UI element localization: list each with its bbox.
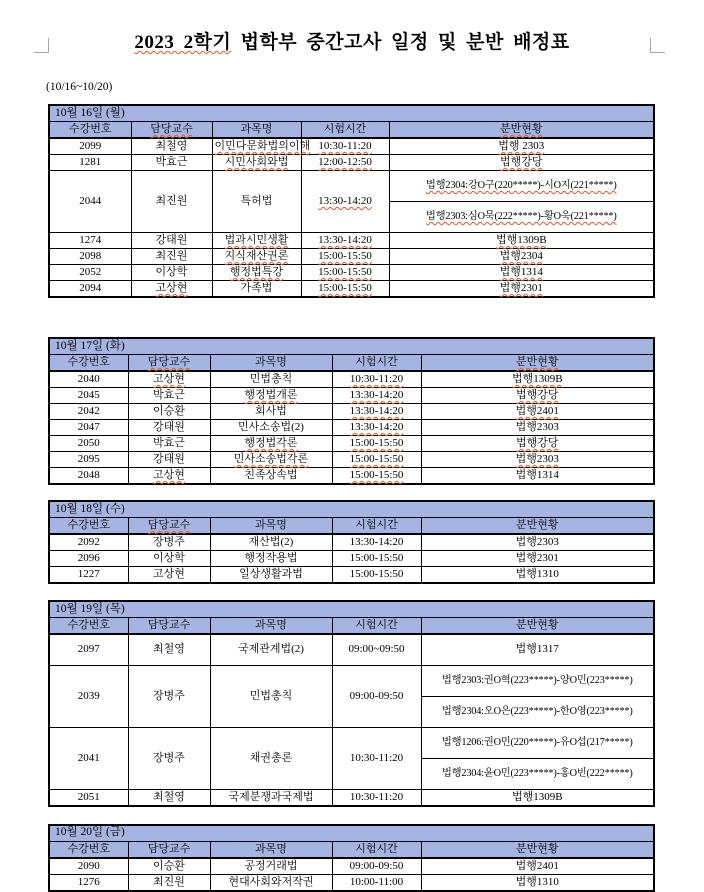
- column-header-section-status: 분반현황: [421, 841, 654, 858]
- table-row: [49, 567, 654, 584]
- cell-professor: 강태원: [128, 452, 210, 468]
- column-header-subject: 과목명: [210, 618, 332, 635]
- table-row: [49, 727, 654, 758]
- cell-course-no: 2041: [49, 727, 128, 789]
- cell-course-no: 2039: [49, 665, 128, 727]
- column-header-professor: 담당교수: [128, 355, 210, 372]
- cell-subject: 시민사회와법: [212, 155, 301, 171]
- cell-professor: 강태원: [131, 233, 212, 249]
- table-date-header: 10월 18일 (수): [49, 501, 654, 518]
- cell-subject: 행정법각론: [210, 436, 332, 452]
- cell-professor: 장병주: [128, 727, 210, 789]
- cell-course-no: 2045: [49, 388, 128, 404]
- column-header-exam-time: 시험시간: [332, 518, 421, 535]
- table-row: [49, 436, 654, 452]
- cell-professor: 고상현: [131, 281, 212, 298]
- cell-professor: 박효근: [131, 155, 212, 171]
- cell-section-status: 법행1310: [421, 567, 654, 584]
- cell-section-status: 법행강당: [421, 436, 654, 452]
- column-header-professor: 담당교수: [128, 841, 210, 858]
- table-row: [49, 551, 654, 567]
- cell-professor: 박효근: [128, 436, 210, 452]
- exam-schedule-table: [48, 337, 655, 485]
- cell-subject: 특허법: [212, 171, 301, 233]
- cell-exam-time: 15:00-15:50: [332, 452, 421, 468]
- column-header-subject: 과목명: [212, 122, 301, 139]
- table-row: [49, 233, 654, 249]
- table-row: [49, 281, 654, 298]
- cell-exam-time: 13:30-14:20: [332, 388, 421, 404]
- table-row: [49, 171, 654, 202]
- cell-professor: 장병주: [128, 534, 210, 551]
- cell-subject: 공정거래법: [210, 858, 332, 875]
- cell-section-status: 법행2303: [421, 452, 654, 468]
- cell-course-no: 2052: [49, 265, 131, 281]
- column-header-course-no: 수강번호: [49, 122, 131, 139]
- exam-schedule-table: [48, 824, 655, 892]
- cell-professor: 박효근: [128, 388, 210, 404]
- table-row: [49, 858, 654, 875]
- title-rest-part: 법학부 중간고사 일정 및 분반 배정표: [231, 32, 570, 53]
- cell-professor: 고상현: [128, 567, 210, 584]
- column-header-exam-time: 시험시간: [332, 841, 421, 858]
- table-row: [49, 338, 654, 355]
- cell-professor: 이상학: [131, 265, 212, 281]
- cell-subject: 민법총칙: [210, 371, 332, 388]
- cell-professor: 강태원: [128, 420, 210, 436]
- cell-section-split: 법행2304:윤O민(223*****)-홍O빈(222*****): [421, 758, 654, 789]
- cell-subject: 현대사회와저작권: [210, 874, 332, 891]
- cell-section-status: 법행2303: [421, 534, 654, 551]
- cell-section-split: 법행2304:강O구(220*****)-시O지(221*****): [389, 171, 654, 202]
- cell-subject: 재산법(2): [210, 534, 332, 551]
- title-spellcheck-part: 2023 2학기: [134, 32, 232, 53]
- table-row: [49, 601, 654, 618]
- cell-professor: 최철영: [128, 634, 210, 665]
- table-row: [49, 789, 654, 806]
- exam-day-block: [48, 600, 655, 807]
- cell-course-no: 2099: [49, 138, 131, 155]
- column-header-subject: 과목명: [210, 355, 332, 372]
- cell-course-no: 2047: [49, 420, 128, 436]
- table-row: [49, 388, 654, 404]
- cell-section-status: 법행2304: [389, 249, 654, 265]
- cell-exam-time: 12:00-12:50: [301, 155, 389, 171]
- table-row: [49, 122, 654, 139]
- cell-section-split: 법행2303:권O혁(223*****)-양O민(223*****): [421, 665, 654, 696]
- cell-exam-time: 10:30-11:20: [332, 789, 421, 806]
- cell-subject: 민사소송법각론: [210, 452, 332, 468]
- table-row: [49, 452, 654, 468]
- cell-course-no: 2042: [49, 404, 128, 420]
- cell-course-no: 1276: [49, 874, 128, 891]
- table-row: [49, 355, 654, 372]
- cell-section-status: 법행강당: [421, 388, 654, 404]
- cell-subject: 민법총칙: [210, 665, 332, 727]
- cell-professor: 장병주: [128, 665, 210, 727]
- cell-course-no: 2098: [49, 249, 131, 265]
- cell-section-split: 법행2304:오O은(223*****)-한O영(223*****): [421, 696, 654, 727]
- cell-exam-time: 10:30-11:20: [301, 138, 389, 155]
- exam-schedule-table: [48, 104, 655, 298]
- table-row: [49, 249, 654, 265]
- cell-section-split: 법행2303:심O묵(222*****)-황O욱(221*****): [389, 202, 654, 233]
- cell-exam-time: 15:00-15:50: [332, 468, 421, 485]
- page-title: [0, 0, 704, 54]
- column-header-course-no: 수강번호: [49, 518, 128, 535]
- column-header-section-status: 분반현황: [421, 355, 654, 372]
- table-date-header: 10월 17일 (화): [49, 338, 654, 355]
- table-row: [49, 501, 654, 518]
- cell-course-no: 2040: [49, 371, 128, 388]
- cell-subject: 친족상속법: [210, 468, 332, 485]
- cell-exam-time: 09:00~09:50: [332, 634, 421, 665]
- cell-subject: 법과시민생활: [212, 233, 301, 249]
- cell-section-status: 법행1314: [421, 468, 654, 485]
- cell-professor: 최철영: [131, 138, 212, 155]
- column-header-exam-time: 시험시간: [301, 122, 389, 139]
- cell-course-no: 2096: [49, 551, 128, 567]
- cell-course-no: 2095: [49, 452, 128, 468]
- cell-course-no: 1274: [49, 233, 131, 249]
- cell-section-status: 법행2301: [389, 281, 654, 298]
- cell-subject: 행정작용법: [210, 551, 332, 567]
- column-header-section-status: 분반현황: [421, 518, 654, 535]
- date-range: (10/16~10/20): [46, 81, 113, 93]
- cell-professor: 최진원: [131, 171, 212, 233]
- table-date-header: 10월 19일 (목): [49, 601, 654, 618]
- cell-exam-time: 15:00-15:50: [301, 281, 389, 298]
- cell-section-status: 법행1317: [421, 634, 654, 665]
- cell-course-no: 1281: [49, 155, 131, 171]
- cell-exam-time: 15:00-15:50: [332, 567, 421, 584]
- cell-subject: 이민다문화법의이해: [212, 138, 301, 155]
- cell-subject: 지식재산권론: [212, 249, 301, 265]
- column-header-exam-time: 시험시간: [332, 355, 421, 372]
- column-header-professor: 담당교수: [128, 618, 210, 635]
- cell-subject: 국제분쟁과국제법: [210, 789, 332, 806]
- column-header-course-no: 수강번호: [49, 841, 128, 858]
- table-row: [49, 265, 654, 281]
- exam-day-block: [48, 104, 655, 298]
- cell-section-status: 법행 2303: [389, 138, 654, 155]
- cell-subject: 회사법: [210, 404, 332, 420]
- table-row: [49, 665, 654, 696]
- exam-day-block: [48, 337, 655, 485]
- cell-section-status: 법행1314: [389, 265, 654, 281]
- column-header-section-status: 분반현황: [389, 122, 654, 139]
- cell-professor: 최진원: [131, 249, 212, 265]
- cell-section-status: 법행강당: [389, 155, 654, 171]
- cell-course-no: 2092: [49, 534, 128, 551]
- cell-exam-time: 15:00-15:50: [301, 265, 389, 281]
- cell-subject: 일상생활과법: [210, 567, 332, 584]
- table-row: [49, 534, 654, 551]
- cell-section-status: 법행1310: [421, 874, 654, 891]
- cell-subject: 행정법개론: [210, 388, 332, 404]
- table-row: [49, 874, 654, 891]
- table-row: [49, 634, 654, 665]
- exam-schedule-table: [48, 500, 655, 584]
- cell-section-status: 법행1309B: [389, 233, 654, 249]
- column-header-course-no: 수강번호: [49, 355, 128, 372]
- exam-day-block: [48, 824, 655, 892]
- cell-section-split: 법행1206:권O민(220*****)-유O섭(217*****): [421, 727, 654, 758]
- cell-subject: 채권총론: [210, 727, 332, 789]
- cell-exam-time: 10:00-11:00: [332, 874, 421, 891]
- cell-exam-time: 13:30-14:20: [301, 171, 389, 233]
- margin-corner-mark-top-left: [34, 38, 49, 53]
- column-header-subject: 과목명: [210, 518, 332, 535]
- table-row: [49, 105, 654, 122]
- cell-course-no: 2048: [49, 468, 128, 485]
- cell-professor: 고상현: [128, 371, 210, 388]
- table-row: [49, 468, 654, 485]
- column-header-professor: 담당교수: [131, 122, 212, 139]
- cell-section-status: 법행1309B: [421, 789, 654, 806]
- column-header-course-no: 수강번호: [49, 618, 128, 635]
- table-row: [49, 841, 654, 858]
- cell-section-status: 법행1309B: [421, 371, 654, 388]
- cell-subject: 국제관계법(2): [210, 634, 332, 665]
- cell-exam-time: 13:30-14:20: [332, 534, 421, 551]
- cell-course-no: 2097: [49, 634, 128, 665]
- cell-course-no: 2050: [49, 436, 128, 452]
- table-row: [49, 404, 654, 420]
- cell-section-status: 법행2401: [421, 858, 654, 875]
- table-row: [49, 618, 654, 635]
- column-header-professor: 담당교수: [128, 518, 210, 535]
- table-row: [49, 155, 654, 171]
- margin-corner-mark-top-right: [650, 38, 665, 53]
- cell-subject: 행정법특강: [212, 265, 301, 281]
- table-row: [49, 138, 654, 155]
- cell-course-no: 2090: [49, 858, 128, 875]
- cell-exam-time: 10:30-11:20: [332, 727, 421, 789]
- cell-exam-time: 15:00-15:50: [301, 249, 389, 265]
- column-header-section-status: 분반현황: [421, 618, 654, 635]
- cell-exam-time: 13:30-14:20: [332, 404, 421, 420]
- cell-section-status: 법행2301: [421, 551, 654, 567]
- cell-subject: 가족법: [212, 281, 301, 298]
- cell-exam-time: 09:00-09:50: [332, 665, 421, 727]
- table-row: [49, 420, 654, 436]
- cell-course-no: 2044: [49, 171, 131, 233]
- table-row: [49, 518, 654, 535]
- column-header-subject: 과목명: [210, 841, 332, 858]
- cell-section-status: 법행2303: [421, 420, 654, 436]
- cell-course-no: 2094: [49, 281, 131, 298]
- tables-root: [48, 104, 655, 892]
- cell-professor: 이승환: [128, 404, 210, 420]
- cell-exam-time: 13:30-14:20: [301, 233, 389, 249]
- table-date-header: 10월 16일 (월): [49, 105, 654, 122]
- exam-day-block: [48, 500, 655, 584]
- cell-exam-time: 10:30-11:20: [332, 371, 421, 388]
- cell-professor: 최진원: [128, 874, 210, 891]
- cell-section-status: 법행2401: [421, 404, 654, 420]
- cell-professor: 최철영: [128, 789, 210, 806]
- table-row: [49, 825, 654, 842]
- cell-course-no: 1227: [49, 567, 128, 584]
- cell-professor: 이승환: [128, 858, 210, 875]
- cell-exam-time: 15:00-15:50: [332, 436, 421, 452]
- table-date-header: 10월 20일 (금): [49, 825, 654, 842]
- cell-exam-time: 13:30-14:20: [332, 420, 421, 436]
- cell-professor: 고상현: [128, 468, 210, 485]
- cell-professor: 이상학: [128, 551, 210, 567]
- cell-exam-time: 09:00-09:50: [332, 858, 421, 875]
- exam-schedule-table: [48, 600, 655, 807]
- cell-subject: 민사소송법(2): [210, 420, 332, 436]
- cell-course-no: 2051: [49, 789, 128, 806]
- column-header-exam-time: 시험시간: [332, 618, 421, 635]
- cell-exam-time: 15:00-15:50: [332, 551, 421, 567]
- table-row: [49, 371, 654, 388]
